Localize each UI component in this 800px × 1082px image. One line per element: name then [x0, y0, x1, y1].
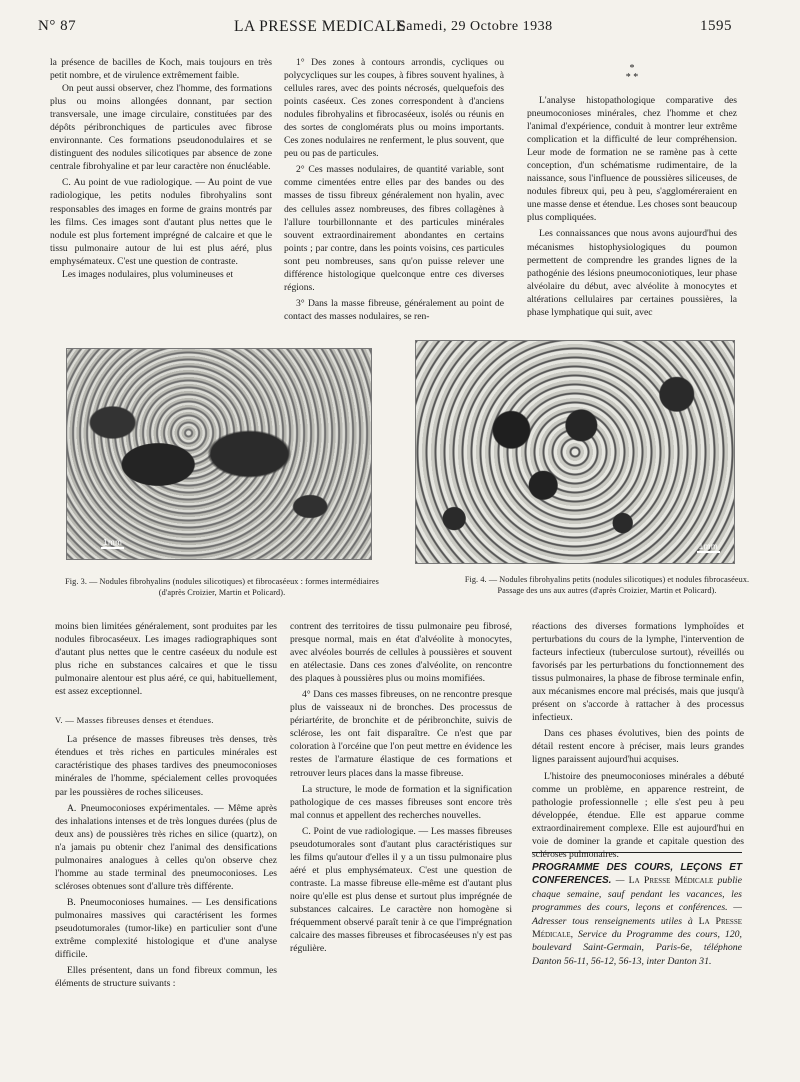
issue-number: N° 87 — [38, 18, 77, 34]
paragraph: 3° Dans la masse fibreuse, généralement au point de contact des masses nodulaires, se ren- — [284, 297, 504, 322]
journal-title: LA PRESSE MEDICALE — [234, 18, 406, 35]
programme-dash: — — [611, 875, 629, 887]
figure-3-caption: Fig. 3. — Nodules fibrohyalins (nodules silicotiques) et fibrocaséeux : formes intermédiaires (d'après Croizier, Martin et Policard). — [65, 577, 379, 597]
column-3-bottom — [532, 620, 744, 860]
column-2-top — [284, 56, 504, 322]
column-1-bottom — [55, 620, 277, 1050]
section-heading: V. — Masses fibreuses denses et étendues. — [55, 715, 214, 726]
paragraph: B. Pneumoconioses humaines. — Les densifications pulmonaires massives qui caractérisent les formes pseudotumorales (tumor-like) en particulier sont d'une extrême complexité histologique et d'une analyse difficile. — [55, 896, 277, 961]
paragraph: Les images nodulaires, plus volumineuses et — [62, 268, 234, 280]
journal-name: La Presse Médicale — [628, 875, 714, 887]
paragraph: Dans ces phases évolutives, bien des points de détail restent encore à préciser, mais leurs grandes lignes paraissent aujourd'hui acquises. — [532, 728, 744, 766]
scale-bar-label: 1mm — [698, 542, 718, 551]
programme-title: PROGRAMME DES COURS, LEÇONS ET CONFERENCES. — [532, 862, 742, 887]
paragraph: A. Pneumoconioses expérimentales. — Même après des inhalations intenses et de très longues durées (plus de deux ans) de poussières très riches en silice (quartz), on n'a jamais pu obtenir chez l'animal des densifications pulmonaires analogues à celles qu'on observe chez l'homme au stade terminal des pneumoconioses. Les scléroses obtenues sont d'allure très différente. — [55, 802, 277, 892]
page-number: 1595 — [700, 18, 732, 34]
column-3-top — [527, 63, 737, 318]
paragraph: C. Point de vue radiologique. — Les masses fibreuses pseudotumorales sont d'autant plus caractéristiques sur les films qu'autour d'elles il y a un tissu pulmonaire plus aéré et plus emphysémateux. C'est une question de contraste. La masse fibreuse elle-même est d'autant plus noire qu'elle est plus dense et surtout plus imprégnée de substances calcaires. Le caractère non homogène si fréquemment observé paraît tenir à ce que l'imprégnation calcaire des masses fibreuses et fibrocaséeuses n'y est pas régulière. — [290, 825, 512, 955]
paragraph: 4° Dans ces masses fibreuses, on ne rencontre presque plus de vaisseaux ni de bronches. Des processus de périartérite, de bronchite et de péribronchite, suivis de sclérose, les ont fait disparaître. Ce n'est que par coloration à l'orcéine que l'on peut mettre en évidence les restes de l'armature élastique de ces formations et retrouver leurs places dans la masse fibreuse. — [290, 689, 512, 779]
scale-bar-label: 1mm — [103, 538, 123, 547]
programme-notice — [532, 852, 742, 968]
paragraph: Elles présentent, dans un fond fibreux commun, les éléments de structure suivants : — [55, 965, 277, 990]
programme-address: , Service du Programme des cours, 120, boulevard Saint-Germain, Paris-6e, téléphone Danton 56-11, 56-12, 56-13, inter Danton 31. — [532, 929, 742, 967]
paragraph: On peut aussi observer, chez l'homme, des formations plus ou moins allongées donnant, par section transversale, une image circulaire, constituées par des dépôts péribronchiques de particules avec fibrose environnante. Ces formations pseudonodulaires et se distinguent des nodules silicotiques par absence de zone centrale fibrohyaline et par leur caractère non énucléable. — [50, 83, 272, 173]
programme-text: publie chaque semaine, sauf pendant les vacances, les programmes des cours, leçons et conférences. — Adresser tous renseignements utiles à — [532, 875, 742, 927]
paragraph: 2° Ces masses nodulaires, de quantité variable, sont comme cimentées entre elles par des bandes ou des masses de tissu fibreux généralement non hyalin, avec des cellules assez nombreuses, des fibres collagènes à l'allure tourbillonnante et des particules minérales souvent extraordinairement abondantes en certains points ; par contre, dans les points voisins, ces particules sont peu nombreuses, sans qu'on puisse relever une différence histologique quelconque entre ces diverses régions. — [284, 164, 504, 293]
section-separator-stars: * * * — [625, 63, 639, 83]
figure-4-micrograph — [415, 340, 735, 564]
paragraph: L'histoire des pneumoconioses minérales a débuté comme un problème, en apparence restreint, de pathologie professionnelle ; elle s'est peu à peu développée, étendue. Elle est apparue comme extraordinairement complexe. Elle est aujourd'hui en voie de dominer la grande et capitale question des scléroses pulmonaires. — [532, 770, 744, 860]
column-2-bottom — [290, 620, 512, 1050]
paragraph: L'analyse histopathologique comparative des pneumoconioses minérales, chez l'homme et chez l'animal d'expérience, conduit à montrer leur extrême complication et la difficulté de leur compréhension. Leur mode de formation ne se ramène pas à cette conception, d'un schématisme rudimentaire, de la naissance, sous l'influence de poussières siliceuses, de nodules fibreux qui, peu à peu, s'aggloméreraient en une masse dense et étendue. Les choses sont beaucoup plus compliquées. — [527, 95, 737, 224]
issue-date: Samedi, 29 Octobre 1938 — [398, 19, 553, 34]
paragraph: 1° Des zones à contours arrondis, cycliques ou polycycliques sur les coupes, à fibres souvent hyalines, à cellules rares, avec des points nécrosés, quelquefois des points caséeux. Ces zones correspondent à d'anciens nodules fibrohyalins et fibrocaséeux, isolés ou réunis en des sortes de conglomérats plus ou moins importants. Ces zones nodulaires ne renferment, le plus souvent, que peu ou pas de particules. — [284, 57, 504, 160]
figure-4-caption: Fig. 4. — Nodules fibrohyalins petits (nodules silicotiques) et nodules fibrocaséeux. Passage des uns aux autres (d'après Croizier, Martin et Policard). — [464, 575, 750, 595]
journal-name: La Presse Médicale — [532, 915, 742, 941]
figure-3-micrograph — [66, 348, 372, 560]
paragraph: moins bien limitées généralement, sont produites par les nodules fibrocaséeux. Les images radiographiques sont d'autant plus nettes que le centre caséeux du nodule est plus riche en substances calcaires et que le tissu pulmonaire alentour est plus aéré, ce qui, habituellement, est assez exceptionnel. — [55, 621, 277, 698]
paragraph: La présence de masses fibreuses très denses, très étendues et très riches en particules minérales est caractéristique des phases tardives des pneumoconioses minérales de l'homme, spécialement celles provoquées par les poussières de roches siliceuses. — [55, 734, 277, 798]
paragraph: La structure, le mode de formation et la signification pathologique de ces masses fibreuses sont encore très mal connus et appellent des recherches nouvelles. — [290, 783, 512, 821]
paragraph: contrent des territoires de tissu pulmonaire peu fibrosé, presque normal, mais en état d'alvéolite à monocytes, avec alvéoles bourrés de cellules à poussières et souvent en atélectasie. Dans ces zones d'alvéolite, on rencontre des plaques à poussières plus ou moins momifiées. — [290, 621, 512, 685]
paragraph: la présence de bacilles de Koch, mais toujours en très petit nombre, et de virulence extrêmement faible. — [50, 57, 272, 82]
paragraph: C. Au point de vue radiologique. — Au point de vue radiologique, les petits nodules fibrohyalins sont responsables des images en forme de grains montrés par les films. Ces images sont d'autant plus nettes que le nodule est plus fortement imprégné de calcaire et que le tissu pulmonaire autour de lui est plus aéré, plus emphysémateux. C'est une question de contraste. — [50, 177, 272, 267]
paragraph: réactions des diverses formations lymphoïdes et perturbations du cours de la lymphe, l'intervention de facteurs infectieux (tuberculose surtout), réveillés ou favorisés par les perturbations du fonctionnement des tissus pulmonaires, la phase de fibrose terminale enfin, aux mécanismes encore mal précisés, mais que jusqu'à présent on s'accorde à rattacher à des processus infectieux. — [532, 621, 744, 724]
paragraph: Les connaissances que nous avons aujourd'hui des mécanismes histophysiologiques du poumon permettent de comprendre les grandes lignes de la pathogénie des lésions pneumoconiotiques, leur phase alvéolaire du début, avec alvéolite à monocytes et altérations cellulaires par certaines poussières, la phase lymphatique qui suit, avec — [527, 228, 737, 318]
column-1-top — [50, 56, 272, 314]
